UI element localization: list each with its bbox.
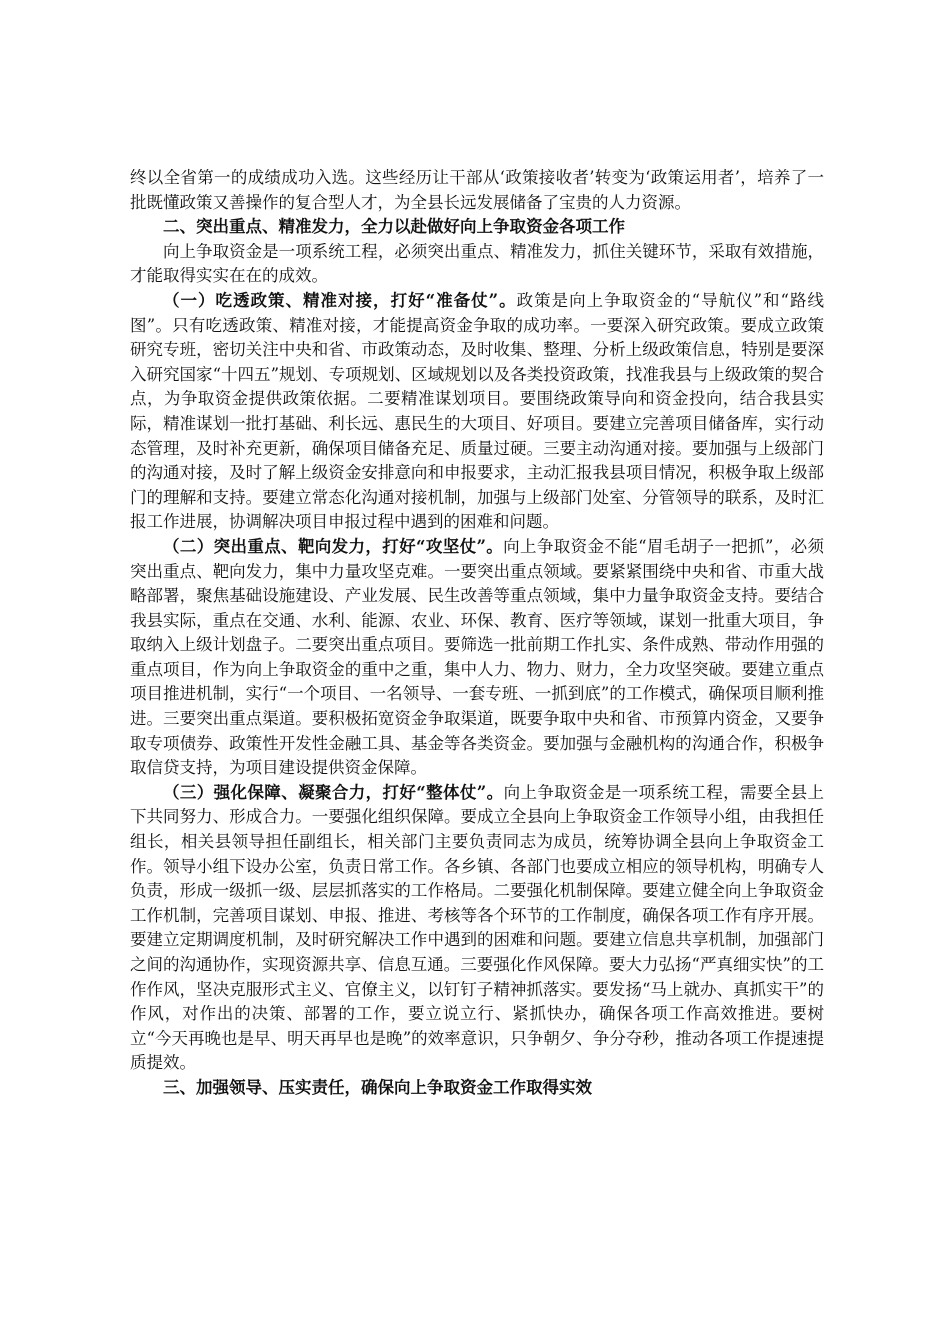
- subsection-3-paragraph: [130, 781, 824, 1076]
- subsection-2-body: 向上争取资金不能“眉毛胡子一把抓”，必须突出重点、靶向发力，集中力量攻坚克难。一要突出重点领域。要紧紧围绕中央和省、市重大战略部署，聚焦基础设施建设、产业发展、民生改善等重点领域，集中力量争取资金支持。要结合我县实际，重点在交通、水利、能源、农业、环保、教育、医疗等领域，谋划一批重大项目，争取纳入上级计划盘子。二要突出重点项目。要筛选一批前期工作扎实、条件成熟、带动作用强的重点项目，作为向上争取资金的重中之重，集中人力、物力、财力，全力攻坚突破。要建立重点项目推进机制，实行“一个项目、一名领导、一套专班、一抓到底”的工作模式，确保项目顺利推进。三要突出重点渠道。要积极拓宽资金争取渠道，既要争取中央和省、市预算内资金，又要争取专项债券、政策性开发性金融工具、基金等各类资金。要加强与金融机构的沟通合作，积极争取信贷支持，为项目建设提供资金保障。: [130, 536, 824, 778]
- subsection-2-title: （二）突出重点、靶向发力，打好“攻坚仗”。: [163, 536, 504, 556]
- subsection-1-body: 政策是向上争取资金的“导航仪”和“路线图”。只有吃透政策、精准对接，才能提高资金争取的成功率。一要深入研究政策。要成立政策研究专班，密切关注中央和省、市政策动态，及时收集、整理、分析上级政策信息，特别是要深入研究国家“十四五”规划、专项规划、区域规划以及各类投资政策，找准我县与上级政策的契合点，为争取资金提供政策依据。二要精准谋划项目。要围绕政策导向和资金投向，结合我县实际，精准谋划一批打基础、利长远、惠民生的大项目、好项目。要建立完善项目储备库，实行动态管理，及时补充更新，确保项目储备充足、质量过硬。三要主动沟通对接。要加强与上级部门的沟通对接，及时了解上级资金安排意向和申报要求，主动汇报我县项目情况，积极争取上级部门的理解和支持。要建立常态化沟通对接机制，加强与上级部门处室、分管领导的联系，及时汇报工作进展，协调解决项目申报过程中遇到的困难和问题。: [130, 290, 824, 532]
- section-3-heading: 三、加强领导、压实责任，确保向上争取资金工作取得实效: [163, 1077, 592, 1097]
- document-page: [130, 166, 824, 1101]
- section-2-heading: 二、突出重点、精准发力，全力以赴做好向上争取资金各项工作: [163, 217, 625, 237]
- subsection-3-title: （三）强化保障、凝聚合力，打好“整体仗”。: [163, 782, 504, 802]
- subsection-2-paragraph: [130, 535, 824, 781]
- subsection-1-paragraph: [130, 289, 824, 535]
- subsection-3-body: 向上争取资金是一项系统工程，需要全县上下共同努力、形成合力。一要强化组织保障。要成立全县向上争取资金工作领导小组，由我担任组长，相关县领导担任副组长，相关部门主要负责同志为成员，统筹协调全县向上争取资金工作。领导小组下设办公室，负责日常工作。各乡镇、各部门也要成立相应的领导机构，明确专人负责，形成一级抓一级、层层抓落实的工作格局。二要强化机制保障。要建立健全向上争取资金工作机制，完善项目谋划、申报、推进、考核等各个环节的工作制度，确保各项工作有序开展。要建立定期调度机制，及时研究解决工作中遇到的困难和问题。要建立信息共享机制，加强部门之间的沟通协作，实现资源共享、信息互通。三要强化作风保障。要大力弘扬“严真细实快”的工作作风，坚决克服形式主义、官僚主义，以钉钉子精神抓落实。要发扬“马上就办、真抓实干”的作风，对作出的决策、部署的工作，要立说立行、紧抓快办，确保各项工作高效推进。要树立“今天再晚也是早、明天再早也是晚”的效率意识，只争朝夕、争分夺秒，推动各项工作提速提质提效。: [130, 782, 825, 1073]
- intro-continuation-paragraph: 终以全省第一的成绩成功入选。这些经历让干部从‘政策接收者’转变为‘政策运用者’，培养了一批既懂政策又善操作的复合型人才，为全县长远发展储备了宝贵的人力资源。: [130, 168, 824, 212]
- section-2-intro-paragraph: 向上争取资金是一项系统工程，必须突出重点、精准发力，抓住关键环节，采取有效措施，才能取得实实在在的成效。: [130, 241, 824, 286]
- subsection-1-title: （一）吃透政策、精准对接，打好“准备仗”。: [163, 290, 517, 310]
